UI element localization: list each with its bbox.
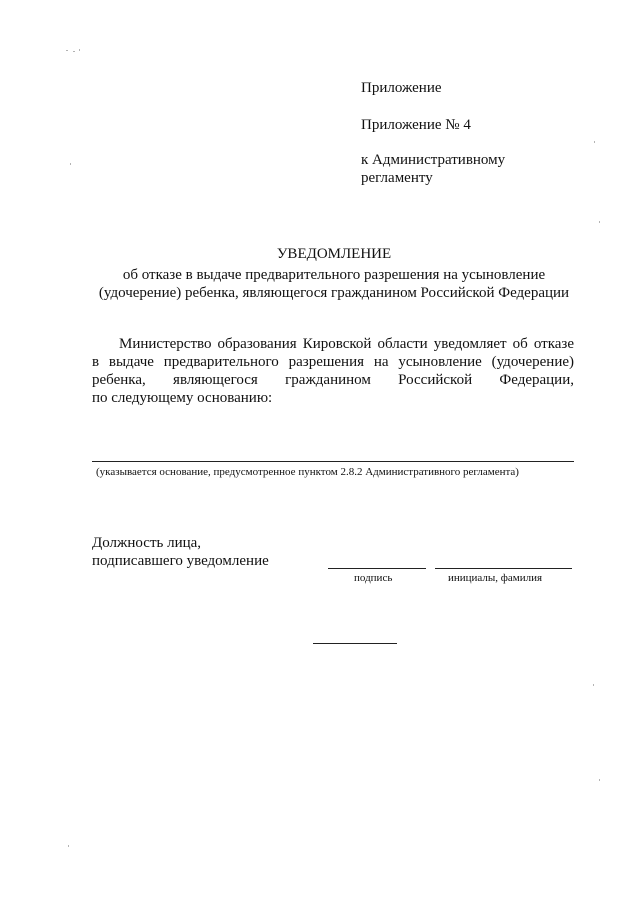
document-subtitle-line1: об отказе в выдаче предварительного разрешения на усыновление	[122, 267, 546, 283]
basis-caption: (указывается основание, предусмотренное пунктом 2.8.2 Административного регламента)	[96, 466, 519, 478]
scan-speck	[594, 141, 595, 143]
signer-position-line2: подписавшего уведомление	[92, 553, 269, 569]
closing-separator-line	[313, 643, 397, 644]
body-text-line3: ребенка, являющегося гражданином Российской Федерации,	[92, 372, 574, 388]
name-fill-line	[435, 568, 572, 569]
appendix-reference-line2: регламенту	[361, 170, 433, 186]
basis-fill-line	[92, 461, 574, 462]
signature-fill-line	[328, 568, 426, 569]
scan-speck	[599, 779, 600, 781]
appendix-reference-line1: к Административному	[361, 152, 506, 168]
body-text-line1: Министерство образования Кировской области уведомляет об отказе	[119, 336, 574, 352]
appendix-label: Приложение	[361, 80, 442, 96]
scan-speck	[79, 49, 80, 51]
document-title: УВЕДОМЛЕНИЕ	[276, 246, 392, 262]
scan-speck	[66, 50, 68, 51]
appendix-number: Приложение № 4	[361, 117, 471, 133]
scan-speck	[70, 163, 71, 165]
scan-speck	[599, 221, 600, 223]
scan-speck	[68, 845, 69, 847]
signer-position-line1: Должность лица,	[92, 535, 202, 551]
body-text-line4: по следующему основанию:	[92, 390, 273, 406]
body-text-line2: в выдаче предварительного разрешения на усыновление (удочерение)	[92, 354, 574, 370]
signature-caption: подпись	[354, 572, 393, 584]
scan-speck	[593, 684, 594, 686]
name-caption: инициалы, фамилия	[448, 572, 543, 584]
scan-speck	[73, 51, 75, 52]
document-subtitle-line2: (удочерение) ребенка, являющегося гражданином Российской Федерации	[98, 285, 570, 301]
